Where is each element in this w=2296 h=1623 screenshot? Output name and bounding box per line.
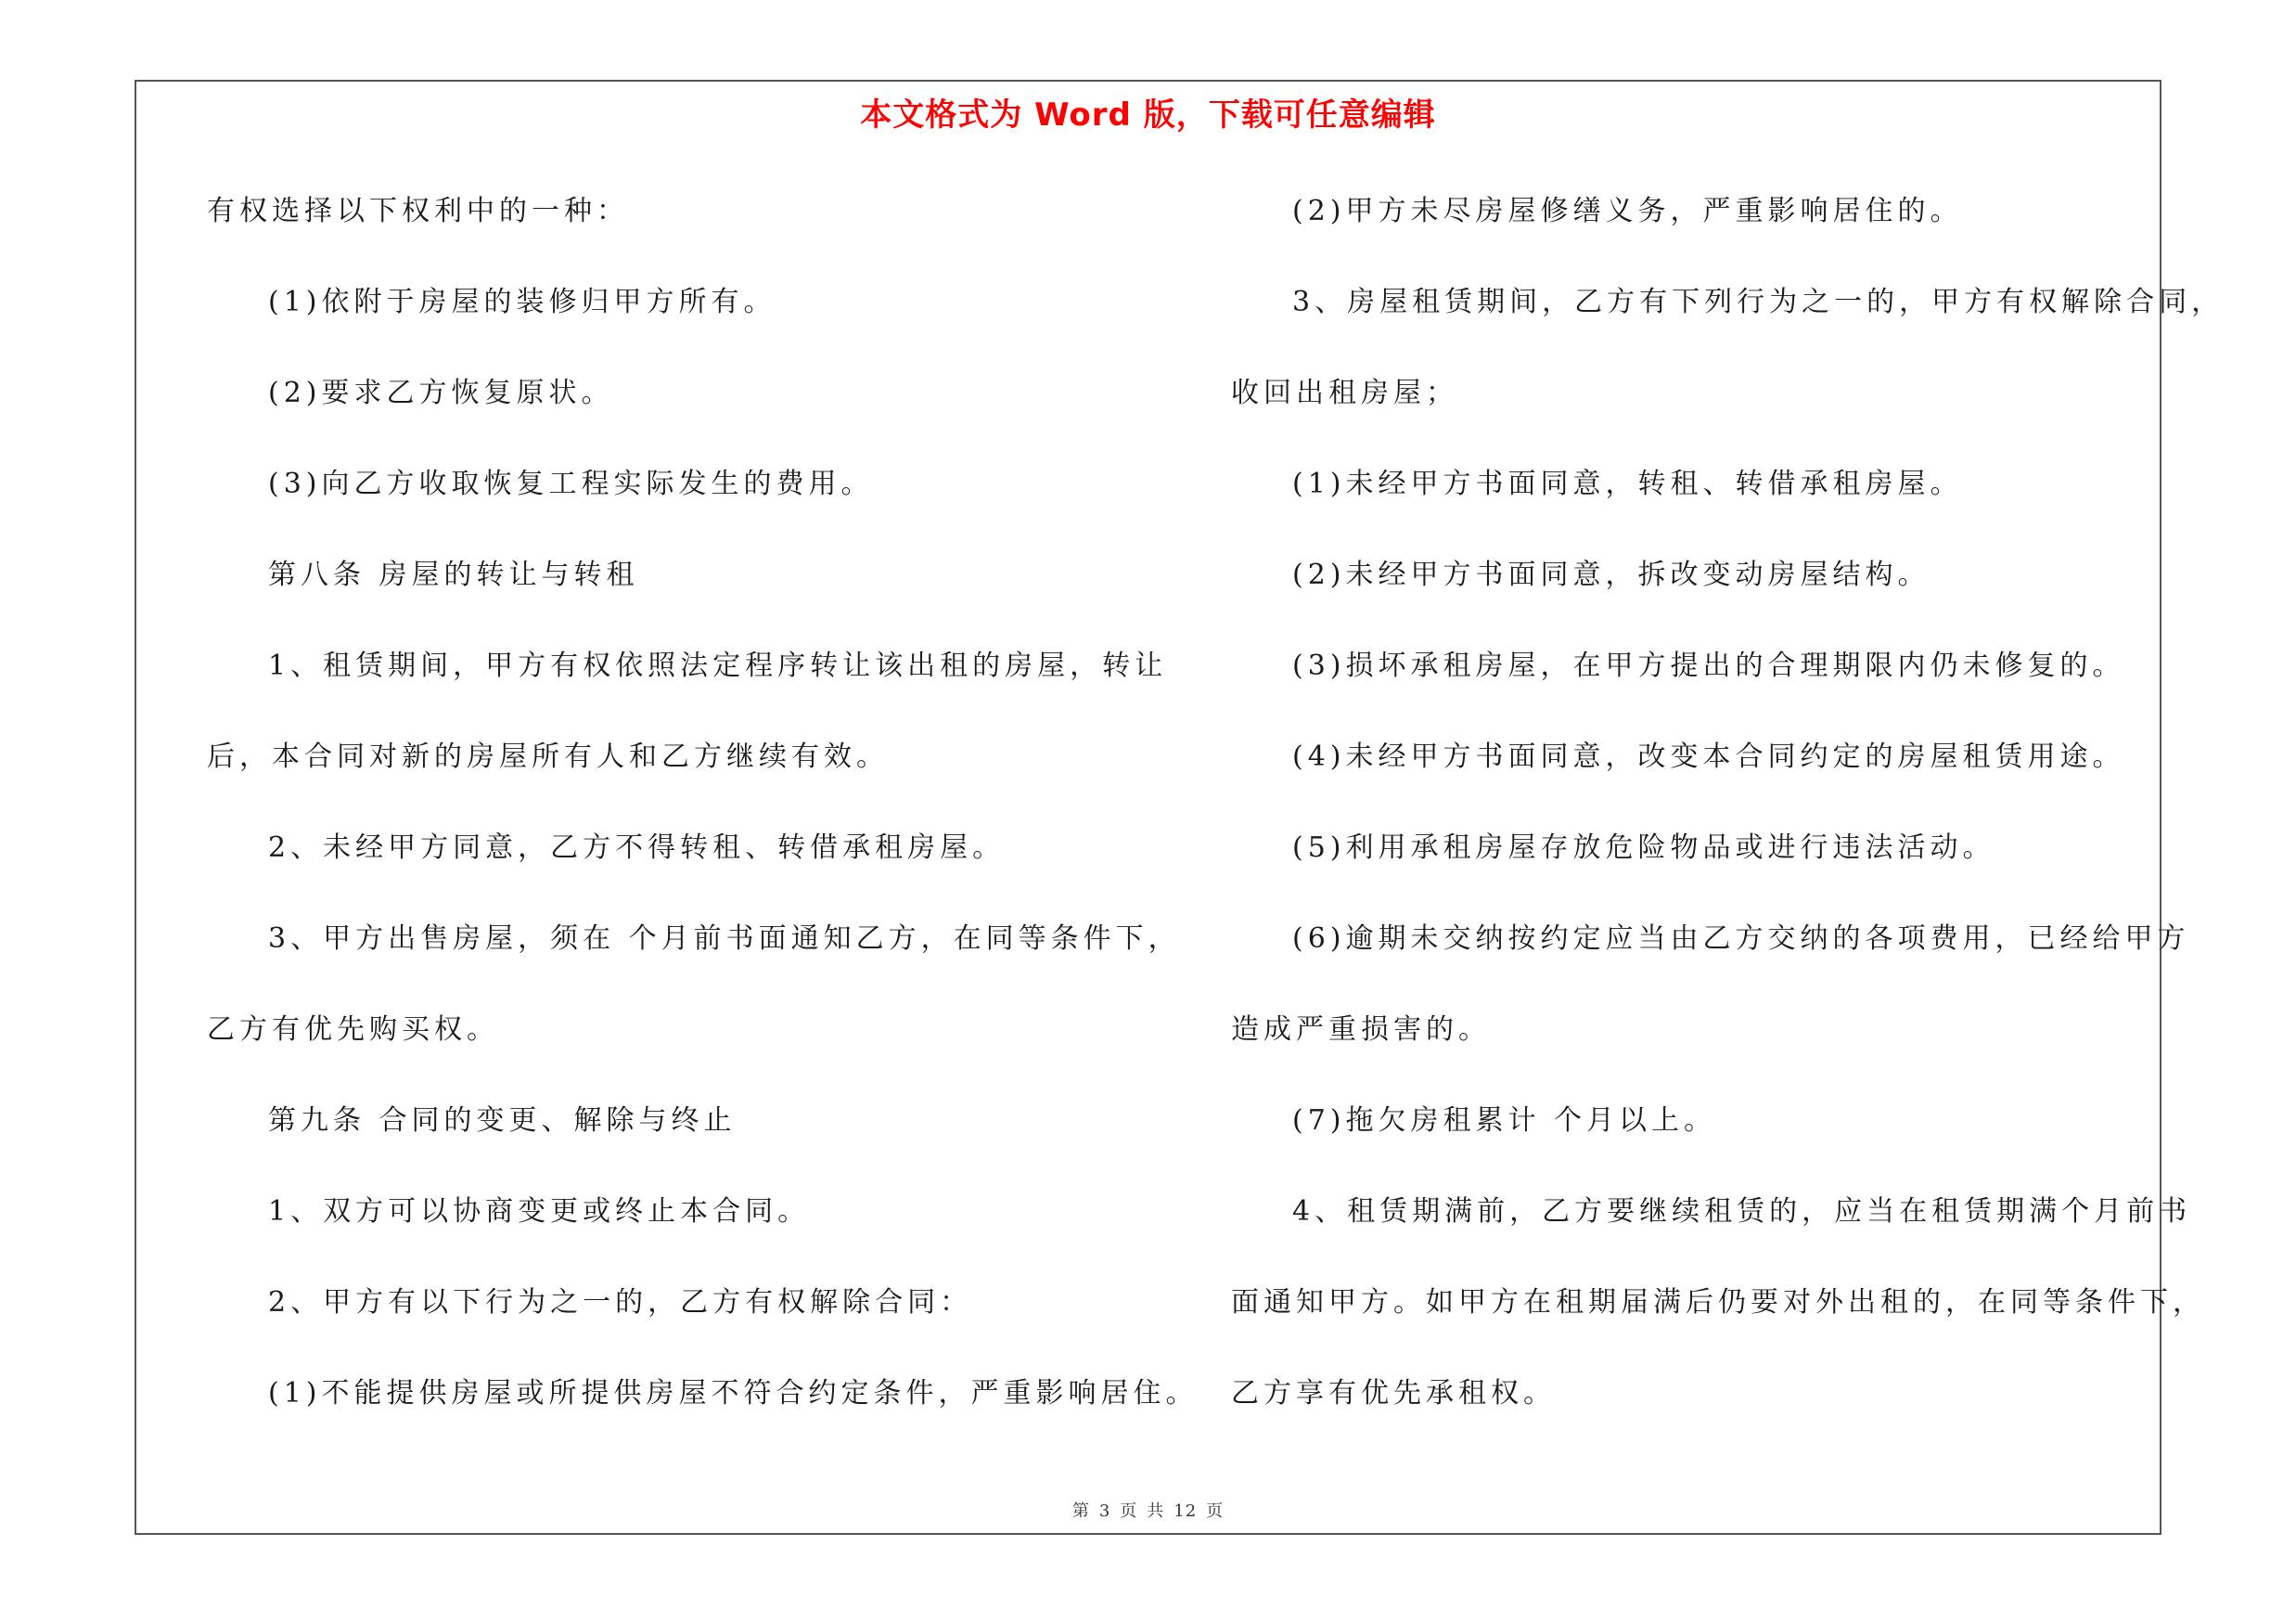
paragraph-line: 3、房屋租赁期间，乙方有下列行为之一的，甲方有权解除合同， (1292, 286, 2225, 318)
paragraph-line: 乙方有优先购买权。 (207, 1013, 499, 1046)
paragraph-line: 2、未经甲方同意，乙方不得转租、转借承租房屋。 (268, 831, 1006, 864)
page-border (135, 80, 2225, 1535)
footer-total-word: 共 (1147, 1501, 1165, 1521)
page-number-footer (136, 1498, 2160, 1522)
paragraph-line: (7)拖欠房租累计 个月以上。 (1292, 1104, 1717, 1137)
paragraph-line: 面通知甲方。如甲方在租期届满后仍要对外出租的，在同等条件下， (1231, 1286, 2205, 1319)
paragraph-line: (3)损坏承租房屋，在甲方提出的合理期限内仍未修复的。 (1292, 650, 2125, 682)
paragraph-line: (1)未经甲方书面同意，转租、转借承租房屋。 (1292, 468, 1963, 500)
paragraph-line: (2)未经甲方书面同意，拆改变动房屋结构。 (1292, 559, 1930, 591)
footer-page-word: 页 (1120, 1501, 1138, 1521)
format-notice-banner: 本文格式为 Word 版，下载可任意编辑 (860, 97, 1436, 134)
paragraph-line: 造成严重损害的。 (1231, 1013, 1491, 1046)
paragraph-line: 后，本合同对新的房屋所有人和乙方继续有效。 (207, 741, 889, 773)
paragraph-line: 1、租赁期间，甲方有权依照法定程序转让该出租的房屋，转让 (268, 650, 1168, 682)
paragraph-line: 3、甲方出售房屋，须在 个月前书面通知乙方，在同等条件下， (268, 922, 1181, 955)
paragraph-line: 乙方享有优先承租权。 (1231, 1377, 1556, 1410)
paragraph-line: (3)向乙方收取恢复工程实际发生的费用。 (268, 468, 874, 500)
total-page-count: 12 (1174, 1501, 1198, 1521)
paragraph-line: (2)要求乙方恢复原状。 (268, 377, 614, 409)
paragraph-line: (1)依附于房屋的装修归甲方所有。 (268, 286, 776, 318)
paragraph-line: (4)未经甲方书面同意，改变本合同约定的房屋租赁用途。 (1292, 741, 2125, 773)
paragraph-line: (5)利用承租房屋存放危险物品或进行违法活动。 (1292, 831, 1995, 864)
paragraph-line: 有权选择以下权利中的一种： (207, 195, 629, 227)
paragraph-line: (2)甲方未尽房屋修缮义务，严重影响居住的。 (1292, 195, 1963, 227)
paragraph-line: 4、租赁期满前，乙方要继续租赁的，应当在租赁期满个月前书 (1292, 1195, 2192, 1228)
section-heading: 第九条 合同的变更、解除与终止 (268, 1104, 737, 1137)
paragraph-line: 收回出租房屋； (1231, 377, 1458, 409)
paragraph-line: 1、双方可以协商变更或终止本合同。 (268, 1195, 811, 1228)
footer-prefix: 第 (1071, 1501, 1090, 1521)
paragraph-line: 2、甲方有以下行为之一的，乙方有权解除合同： (268, 1286, 973, 1319)
paragraph-line: (6)逾期未交纳按约定应当由乙方交纳的各项费用，已经给甲方 (1292, 922, 2190, 955)
current-page-number: 3 (1098, 1501, 1111, 1521)
section-heading: 第八条 房屋的转让与转租 (268, 559, 639, 591)
footer-suffix: 页 (1206, 1501, 1225, 1521)
paragraph-line: (1)不能提供房屋或所提供房屋不符合约定条件，严重影响居住。 (268, 1377, 1199, 1410)
